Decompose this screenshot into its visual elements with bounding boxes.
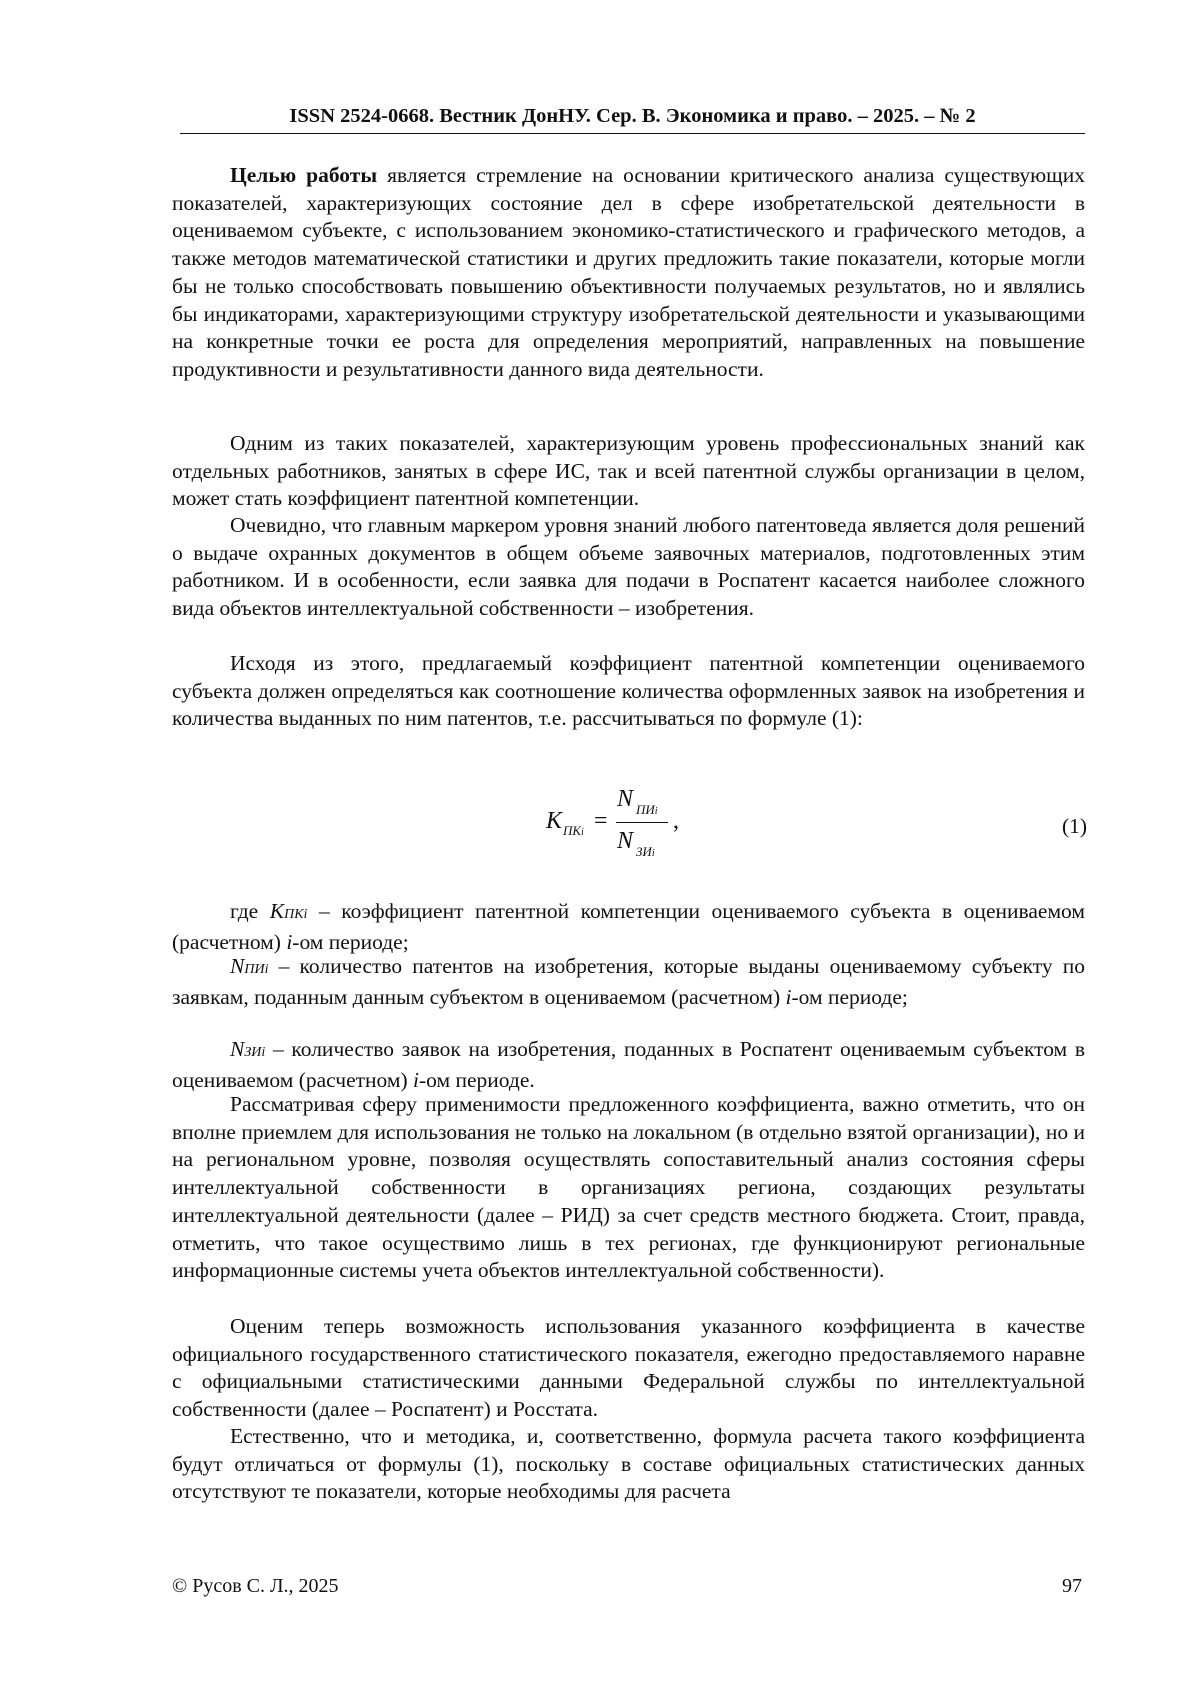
paragraph-applicability: Рассматривая сферу применимости предложенного коэффициента, важно отметить, что он вполне приемлем для использования не только на локальном (в отдельно взятой организации), но и на региональном уровне, позволяя осуществлять сопоставительный анализ состояния сферы интеллектуальной собственности в организациях региона, создающих результаты интеллектуальной деятельности (далее – РИД) за счет средств местного бюджета. Стоит, правда, отметить, что такое осуществимо лишь в тех регионах, где функционируют региональные информационные системы учета объектов интеллектуальной собственности).	[172, 1092, 1085, 1283]
equation-numerator-subscript: ПИi	[636, 802, 658, 817]
paragraph-marker: Очевидно, что главным маркером уровня знаний любого патентоведа является доля решений о выдаче охранных документов в общем объеме заявочных материалов, подготовленных этим работником. И в особенности, если заявка для подачи в Роспатент касается наиболее сложного вида объектов интеллектуальной собственности – изобретения.	[172, 513, 1085, 621]
paragraph-indicator: Одним из таких показателей, характеризующим уровень профессиональных знаний как отдельных работников, занятых в сфере ИС, так и всей патентной службы организации в целом, может стать коэффициент патентной компетенции.	[172, 431, 1085, 511]
equation-number: (1)	[1062, 814, 1088, 838]
equation-denominator-symbol: N	[617, 828, 634, 854]
equation-lhs-symbol: K	[546, 808, 563, 834]
definition-nzi: NЗИi – количество заявок на изобретения, поданных в Роспатент оцениваемым субъектом в оцениваемом (расчетном) i-ом периоде.	[172, 1037, 1085, 1092]
equation-lhs-subscript: ПКi	[563, 823, 584, 838]
paragraph-goal-lead: Целью работы	[230, 163, 378, 187]
equation-comma: ,	[673, 808, 679, 834]
equation-fraction-bar	[616, 822, 668, 823]
footer-page-number: 97	[1062, 1575, 1082, 1597]
equation-1	[540, 786, 700, 876]
equation-equals: =	[594, 808, 608, 834]
equation-numerator-symbol: N	[617, 786, 634, 812]
footer-copyright: © Русов С. Л., 2025	[172, 1575, 339, 1597]
running-header: ISSN 2524-0668. Вестник ДонНУ. Сер. В. Экономика и право. – 2025. – № 2	[289, 105, 976, 127]
definition-npi: NПИi – количество патентов на изобретения, которые выданы оцениваемому субъекту по заявкам, поданным данным субъектом в оцениваемом (расчетном) i-ом периоде;	[172, 954, 1085, 1009]
paragraph-goal	[172, 162, 1085, 384]
paragraph-official-stat: Оценим теперь возможность использования указанного коэффициента в качестве официального государственного статистического показателя, ежегодно предоставляемого наравне с официальными статистическими данными Федеральной службы по интеллектуальной собственности (далее – Роспатент) и Росстата.	[172, 1314, 1085, 1422]
paragraph-methodology: Естественно, что и методика, и, соответственно, формула расчета такого коэффициента будут отличаться от формулы (1), поскольку в составе официальных статистических данных отсутствуют те показатели, которые необходимы для расчета	[172, 1424, 1085, 1504]
definition-k: где KПКi – коэффициент патентной компетенции оцениваемого субъекта в оцениваемом (расчетном) i-ом периоде;	[172, 899, 1086, 954]
paragraph-formula-intro: Исходя из этого, предлагаемый коэффициент патентной компетенции оцениваемого субъекта должен определяться как соотношение количества оформленных заявок на изобретения и количества выданных по ним патентов, т.е. рассчитываться по формуле (1):	[172, 651, 1085, 731]
paragraph-goal-text: является стремление на основании критического анализа существующих показателей, характеризующих состояние дел в сфере изобретательской деятельности в оцениваемом субъекте, с использованием экономико-статистического и графического методов, а также методов математической статистики и других предложить такие показатели, которые могли бы не только способствовать повышению объективности получаемых результатов, но и являлись бы индикаторами, характеризующими структуру изобретательской деятельности и указывающими на конкретные точки ее роста для определения мероприятий, направленных на повышение продуктивности и результативности данного вида деятельности.	[172, 163, 1085, 381]
equation-denominator-subscript: ЗИi	[636, 844, 655, 859]
header-rule	[180, 133, 1085, 134]
